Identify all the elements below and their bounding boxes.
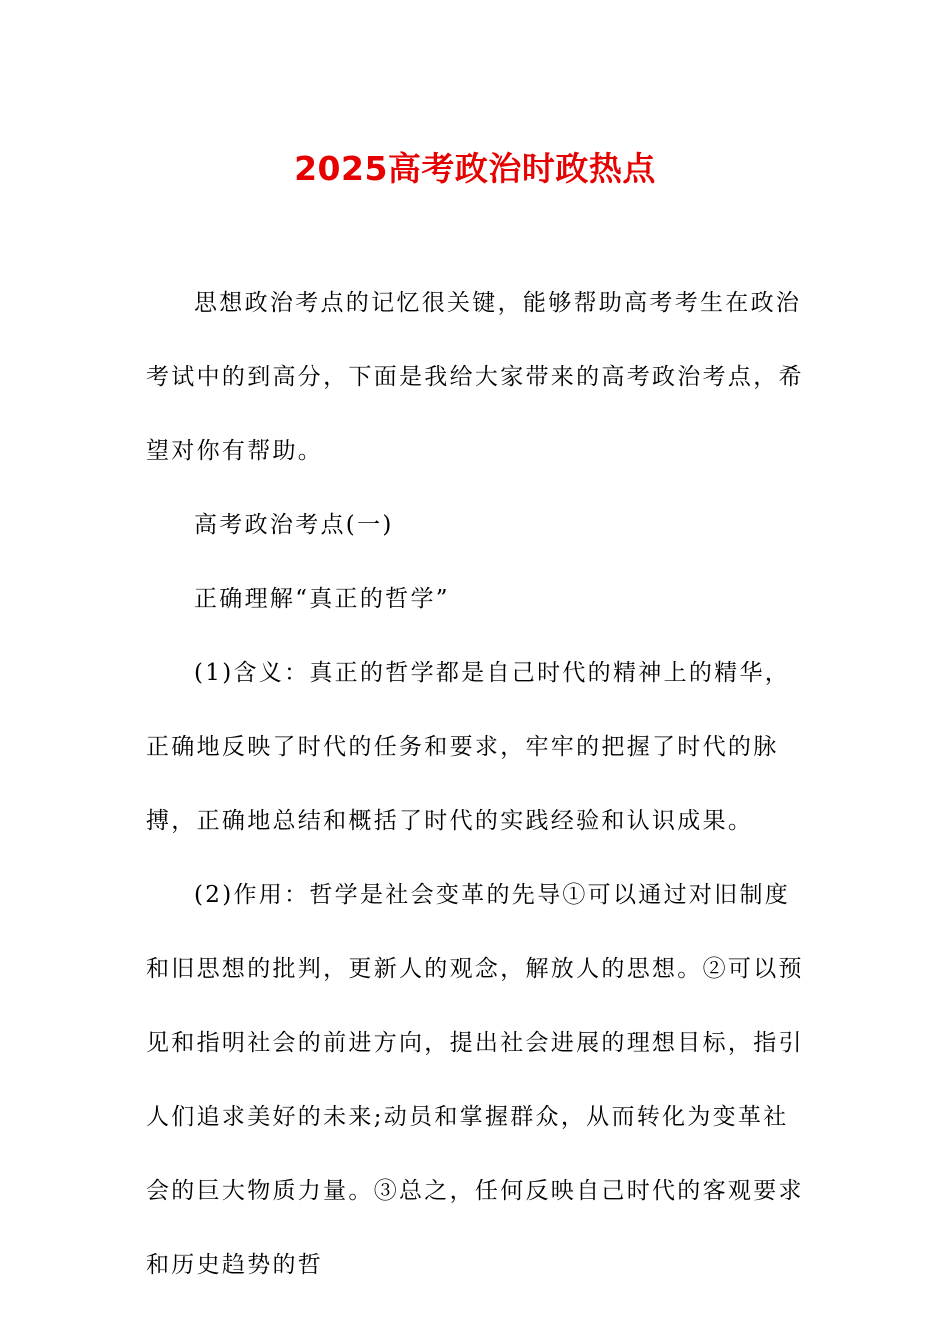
intro-paragraph: 思想政治考点的记忆很关键，能够帮助高考考生在政治考试中的到高分，下面是我给大家带来的高考政治考点，希望对你有帮助。 (146, 290, 804, 464)
meaning-paragraph: (1)含义：真正的哲学都是自己时代的精神上的精华，正确地反映了时代的任务和要求，牢牢的把握了时代的脉搏，正确地总结和概括了时代的实践经验和认识成果。 (146, 660, 791, 834)
document-body (146, 266, 806, 1302)
subsection-heading: 正确理解“真正的哲学” (194, 586, 450, 612)
section-heading: 高考政治考点(一) (194, 512, 394, 538)
document-title: 2025高考政治时政热点 (294, 149, 656, 188)
function-paragraph: (2)作用：哲学是社会变革的先导①可以通过对旧制度和旧思想的批判，更新人的观念，解放人的思想。②可以预见和指明社会的前进方向，提出社会进展的理想目标，指引人们追求美好的未来;动员和掌握群众，从而转化为变革社会的巨大物质力量。③总之，任何反映自己时代的客观要求和历史趋势的哲 (146, 882, 804, 1278)
